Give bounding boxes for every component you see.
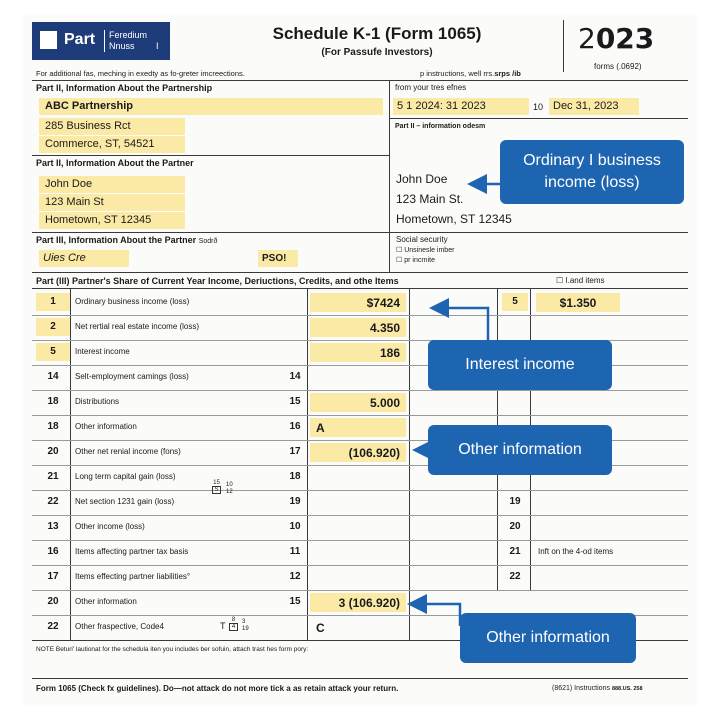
code-mini-inner: 8 4 <box>229 617 238 631</box>
period-to: 10 <box>533 102 544 112</box>
row-right-value: $1.350 <box>536 293 620 312</box>
arrow-other2 <box>412 604 460 626</box>
row-number: 18 <box>47 421 59 432</box>
callout-other-information-1: Other information <box>428 425 612 475</box>
lt-mini-box: 15 S <box>213 480 220 493</box>
row-number: 14 <box>47 371 59 382</box>
row-description: Items effecting partner liabilities° <box>75 572 191 581</box>
k1-form <box>22 14 698 706</box>
row-line-number: 14 <box>289 371 301 382</box>
row-description: Other information <box>75 422 137 431</box>
period-info-label: Part II – information odesm <box>395 123 486 130</box>
row-line-number: 12 <box>289 571 301 582</box>
lt-mini-nums: 10 12 <box>226 482 233 495</box>
row-number: 20 <box>47 596 59 607</box>
instructions-line: For additional fas, meching in exedty as fo-greter imcreections. <box>36 69 245 78</box>
row-description: Net rertial real estate income (loss) <box>75 322 200 331</box>
footer-left: Form 1065 (Check fx guidelines). Do—not attack do not more tick a as retain attack your return. <box>36 684 399 693</box>
partnership-name: ABC Partnership <box>39 98 383 115</box>
row-description: Other fraspective, Code4 <box>75 622 164 631</box>
social-security-label: Social security <box>396 235 448 244</box>
checkbox-unsinesle[interactable]: ☐ Unsinesle imber <box>396 247 455 254</box>
instructions-right: p instructions, well rrs.srps /ib <box>420 69 521 78</box>
row-number: 20 <box>47 446 59 457</box>
part3-value-left: Uies Cre <box>39 250 129 267</box>
logo-sub3: I <box>156 41 159 51</box>
row-right-number: 5 <box>502 293 528 311</box>
row-description: Long term capital gain (loss) <box>75 472 176 481</box>
row-right-number: 22 <box>509 571 521 582</box>
row-line-number: 11 <box>289 546 301 557</box>
period-start: 5 1 2024: 31 2023 <box>393 98 529 115</box>
row-line-number: 10 <box>289 521 301 532</box>
row-description: Distributions <box>75 397 120 406</box>
logo-sub1: Feredium <box>109 30 148 40</box>
row-description: Items affecting partner tax basis <box>75 547 189 556</box>
row-value: A <box>310 418 406 437</box>
row-number: 17 <box>47 571 59 582</box>
row-description: Other net renial income (fons) <box>75 447 181 456</box>
row-number: 2 <box>36 318 70 336</box>
form-number: forms (.0692) <box>594 62 642 71</box>
row-number: 13 <box>47 521 59 532</box>
logo-sub2: Nnuss <box>109 41 135 51</box>
row-description: Selt-employment camings (loss) <box>75 372 189 381</box>
partner-heading: Part II, Information About the Partner <box>36 158 194 168</box>
checkbox-pr-incrnite[interactable]: ☐ pr incrnite <box>396 257 435 264</box>
footer-right: (8621) Instructions 888.US. 258 <box>552 685 643 692</box>
row-description: Other income (loss) <box>75 522 145 531</box>
share-heading: Part (III) Partner's Share of Current Year Income, Deriuctions, Credits, and othe Items <box>36 276 399 286</box>
row-description: Net section 1231 gain (loss) <box>75 497 175 506</box>
form-subtitle: (For Passufe Investors) <box>321 47 433 58</box>
row-line-number: 17 <box>289 446 301 457</box>
row-value: 5.000 <box>310 393 406 412</box>
period-label: from your tres efnes <box>395 83 467 92</box>
partner-right-address1: 123 Main St. <box>396 192 464 206</box>
row-right-number: 20 <box>509 521 521 532</box>
note-text: NOTE Beturi' lautionat for the schedula iten you includes ber sofuin, attach trast hes form pory: <box>36 646 309 653</box>
row-line-number: 18 <box>289 471 301 482</box>
row-value: C <box>316 621 325 635</box>
share-heading-right: ☐ I.and items <box>556 276 605 285</box>
code-mini-nums: 3 19 <box>242 619 249 632</box>
callout-interest-income: Interest income <box>428 340 612 390</box>
form-title: Schedule K-1 (Form 1065) <box>272 24 482 43</box>
row-number: 18 <box>47 396 59 407</box>
partnership-address1: 285 Business Rct <box>39 118 185 135</box>
row-number: 22 <box>47 496 59 507</box>
row-line-number: 15 <box>289 396 301 407</box>
row-value: (106.920) <box>310 443 406 462</box>
part3-heading: Part III, Information About the Partner Sodrð <box>36 235 218 245</box>
callout-other-information-2: Other information <box>460 613 636 663</box>
partner-address1: 123 Main St <box>39 194 185 211</box>
period-end: Dec 31, 2023 <box>549 98 639 115</box>
partner-address2: Hometown, ST 12345 <box>39 212 185 229</box>
row-number: 5 <box>36 343 70 361</box>
row-number: 1 <box>36 293 70 311</box>
row-line-number: 15 <box>289 596 301 607</box>
partnership-address2: Commerce, ST, 54521 <box>39 136 185 153</box>
part3-value-right: PSO! <box>258 250 298 267</box>
row-description: Other information <box>75 597 137 606</box>
partner-name: John Doe <box>39 176 185 193</box>
row-number: 22 <box>47 621 59 632</box>
row-value: 3 (106.920) <box>310 593 406 612</box>
partnership-heading: Part II, Information About the Partnership <box>36 83 213 93</box>
row-right-number: 19 <box>509 496 521 507</box>
logo-text: Part <box>64 31 96 48</box>
partner-right-name: John Doe <box>396 172 448 186</box>
row-value: 186 <box>310 343 406 362</box>
row-right-text: Inft on the 4-od items <box>538 547 614 556</box>
row-description: Ordinary business income (loss) <box>75 297 190 306</box>
row-number: 21 <box>47 471 59 482</box>
arrow-interest <box>434 308 488 340</box>
row-value: 4.350 <box>310 318 406 337</box>
code-mini-box: T <box>220 621 226 631</box>
row-line-number: 16 <box>289 421 301 432</box>
row-line-number: 19 <box>289 496 301 507</box>
row-value: $7424 <box>310 293 406 312</box>
row-right-number: 21 <box>509 546 521 557</box>
row-description: Interest income <box>75 347 130 356</box>
tax-year: 2023 <box>578 22 655 55</box>
row-number: 16 <box>47 546 59 557</box>
partner-right-address2: Hometown, ST 12345 <box>396 212 512 226</box>
callout-ordinary-income: Ordinary I business income (loss) <box>500 140 684 204</box>
